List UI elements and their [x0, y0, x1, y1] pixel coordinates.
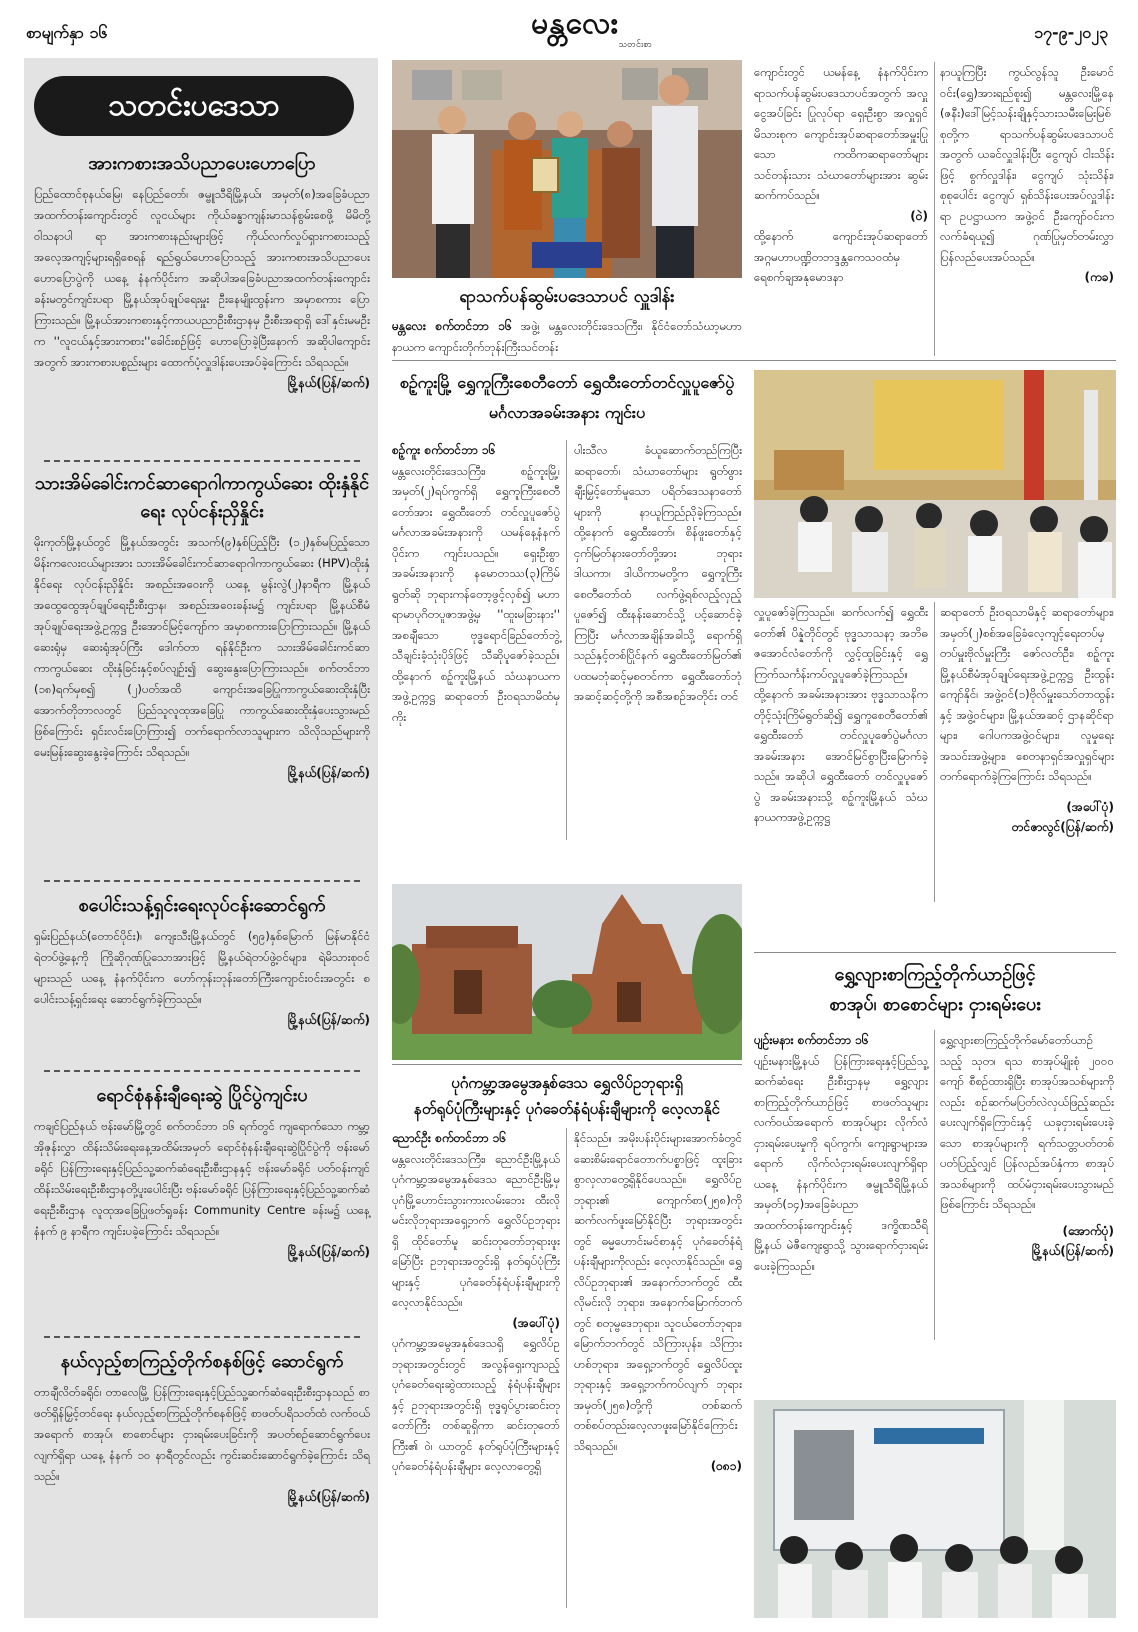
story-mobile-library-col1	[754, 1030, 928, 1276]
story-paragraph: ရွှေ့လျားစာကြည့်တိုက်မော်တော်ယာဉ်သည့် သုတ၊ ရသ စာအုပ်မျိုးစုံ ၂၀၀၀ ကျော် စီစဉ်ထားရှိပြီး စာအုပ်အသစ်များကိုလည်း စဉ်ဆက်မပြတ်လဲလှယ်ဖြည့်ဆည်းပေးလျက်ရှိကြောင်းနှင့် ယခုငှားရမ်းပေးခဲ့သော စာအုပ်များကို ရက်သတ္တပတ်တစ်ပတ်ပြည့်လျှင် ပြန်လည်အပ်နှံကာ စာအုပ်အသစ်များကို ထပ်မံငှားရမ်းပေးသွားမည်ဖြစ်ကြောင်း သိရသည်။	[940, 1033, 1114, 1211]
story-bagan	[392, 1070, 742, 1122]
brief-body: ကချင်ပြည်နယ် ဗန်းမော်မြို့တွင် စက်တင်ဘာ ၁၆ ရက်တွင် ကျရောက်သော ကမ္ဘာ့အိုဇုန်းလွှာ ထိန်းသိမ်းရေးနေ့အထိမ်းအမှတ် ရောင်စုံနန်းချီရေးဆွဲပြိုင်ပွဲကို ဗန်းမော်ခရိုင် ပြန်ကြားရေးနှင့်ပြည်သူ့ဆက်ဆံရေးဦးစီးဌာနနှင့် ဗန်းမော်ခရိုင် ပတ်ဝန်းကျင်ထိန်းသိမ်းရေးဦးစီးဌာနတို့ပူးပေါင်းပြီး ဗန်းမော်ခရိုင် ပြန်ကြားရေးနှင့်ပြည်သူ့ဆက်ဆံရေးဦးစီးဌာန လူထုအခြေပြုဖတ်ရှုခန်း Community Centre ခန်းမ၌ ယနေ့ နံနက် ၉ နာရီက ကျင်းပခဲ့ကြောင်း သိရသည်။	[34, 1119, 370, 1238]
column-rule	[566, 440, 567, 840]
brief-source: မြို့နယ်(ပြန်/ဆက်)	[287, 1245, 370, 1259]
story-paragraph: ထို့နောက် ကျောင်းအုပ်ဆရာတော်အဂ္ဂမဟာပဏ္ဍိတဘဒ္ဒန္တကေသဝထံမှ ရေစက်ချအနုမောဒနာ	[754, 229, 928, 284]
bagan-temple-illustration	[392, 884, 742, 1060]
pagoda-event-photo	[754, 370, 1116, 598]
story-sig: (ဝ၈၁)	[710, 1459, 742, 1473]
brief-source: မြို့နယ်(ပြန်/ဆက်)	[287, 1013, 370, 1027]
story-paragraph: ပျဉ်းမနားမြို့နယ် ပြန်ကြားရေးနှင့်ပြည်သူ့ဆက်ဆံရေး ဦးစီးဌာနမှ ရွှေ့လျားစာကြည့်တိုက်ယာဉ်ဖြင့် စာဖတ်သူများ လက်ဝယ်အရောက် စာအုပ်များ လိုက်လံငှားရမ်းပေးမှုကို ရပ်ကွက်၊ ကျေးရွာများအရောက် လိုက်လံငှားရမ်းပေးလျက်ရှိရာ ယနေ့ နံနက်ပိုင်းက ဇမ္ဗူသီရိမြို့နယ် အမှတ်(၁၄)အခြေခံပညာအထက်တန်းကျောင်းနှင့် ဒက္ခိဏသီရိမြို့နယ် မဲဇီကျေးရွာသို့ သွားရောက်ငှားရမ်းပေးခဲ့ကြသည်။	[754, 1053, 928, 1273]
brief-body: ပြည်ထောင်စုနယ်မြေ၊ နေပြည်တော်၊ ဇမ္ဗူသီရိမြို့နယ်၊ အမှတ်(၈)အခြေခံပညာ အထက်တန်းကျောင်းတွင် လူငယ်များ ကိုယ်ခန္ဓာကျန်းမာသန်စွမ်းစေဖို့ မိမိတို့ဝါသနာပါ ရာ အားကစားနည်းများဖြင့် ကိုယ်လက်လှုပ်ရှားကစားသည့် အလေ့အကျင့်များရရှိစေရန် ရည်ရွယ်ဟောပြောသည့် အားကစားအသိပညာပေးဟောပြောပွဲကို ယနေ့ နံနက်ပိုင်းက အဆိုပါအခြေခံပညာအထက်တန်းကျောင်းခန်းမတွင်ကျင်းပရာ မြို့နယ်အုပ်ချုပ်ရေးမှူး ဦးနေမျိုးထွန်းက အမှာစကား ပြောကြားသည်။ မြို့နယ်အားကစားနှင့်ကာယပညာဦးစီးဌာနမှ ဦးစီးအရာရှိ ဒေါ်နှင်းမမဦးက ''လူငယ်နှင့်အားကစား''ခေါင်းစဉ်ဖြင့် ဟောပြောခဲ့ပြီးနောက် အဆိုပါကျောင်းအတွက် အားကစားပစ္စည်းများ ထောက်ပံ့လှူဒါန်းပေးအပ်ခဲ့ကြောင်း သိရသည်။	[34, 187, 370, 369]
logo-sub: သတင်းစာ	[618, 40, 652, 50]
divider	[44, 1070, 360, 1072]
section-rule	[392, 360, 1116, 361]
divider	[44, 880, 360, 882]
page-header	[0, 0, 1138, 56]
brief-source: မြို့နယ်(ပြန်/ဆက်)	[287, 766, 370, 780]
brief-item	[34, 470, 370, 783]
story-umbrella	[392, 368, 742, 428]
brief-item	[34, 1082, 370, 1262]
story-paragraph: ကျောင်းတွင် ယမန်နေ့ နံနက်ပိုင်းက ရာသက်ပန်ဆွမ်းပဒေသာပင်အတွက် အလှူငွေအပ်ခြင်း ပြုလုပ်ရာ ရှေးဦးစွာ အလှူရှင်မိသားစုက ကျောင်းအုပ်ဆရာတော်အမှူးပြုသော ကထိကဆရာတော်များ သင်တန်းသား သံဃာတော်များအား ဆွမ်းဆက်ကပ်သည်။	[754, 65, 928, 202]
brief-source: မြို့နယ်(ပြန်/ဆက်)	[287, 1490, 370, 1504]
story-dateline: ပျဉ်းမနား စက်တင်ဘာ ၁၆	[754, 1033, 869, 1047]
column-rule	[934, 1030, 935, 1340]
story-bagan-col1	[392, 1128, 560, 1477]
story-paragraph: လှူပူဇော်ခဲ့ကြသည်။ ဆက်လက်၍ ရွှေထီးတော်၏ ပိန္နဲတိုင်တွင် ဗုဒ္ဓသာသနာ့ အဘိဓဇအောင်လံတော်ကို လွှင့်ထူခြင်းနှင့် ရွှေကြက်သင်္ကန်းကပ်လှူပူဇော်ခဲ့ကြသည်။ ထို့နောက် အခမ်းအနားအား ဗုဒ္ဓသာသနိကတိုင့်သုံးကြိမ်ရွတ်ဆို၍ ရွှေကူစေတီတော်၏ ရွှေထီးတော် တင်လှူပူဇော်ပွဲမင်္ဂလာအခမ်းအနား အောင်မြင်စွာပြီးမြောက်ခဲ့သည်။ အဆိုပါ ရွှေထီးတော် တင်လှူပူဇော်ပွဲ အခမ်းအနားသို့ စဉ့်ကူးမြို့နယ် သံဃနာယကအဖွဲ့ဥက္ကဋ္ဌ	[754, 605, 928, 824]
story-mobile-library-col2	[940, 1030, 1114, 1262]
story-tag: (ဝဲ)	[910, 208, 928, 223]
mobile-library-photo	[754, 1400, 1116, 1618]
story-paragraph: အဖွဲ့၊ မန္တလေးတိုင်းဒေသကြီး၊ နိုင်ငံတော်သံဃာ့မဟာနာယက ကျောင်းတိုက်ဘုန်းကြီးသင်တန်း	[392, 319, 742, 354]
story-donation-col3	[940, 62, 1114, 288]
issue-date: ၁၇-၉-၂၀၂၃	[1034, 23, 1108, 42]
story-bagan-col2	[574, 1128, 742, 1477]
story-paragraph: ပါးသီလ ခံယူဆောက်တည်ကြပြီး ဆရာတော်၊ သံဃာတော်များ ရွတ်ဖွားချီးမြှင့်တော်မူသော ပရိတ်ဒေသနာတော်များကို နာယူကြည်ညိုခဲ့ကြသည်။ ထို့နောက် ရွှေထီးတော်၊ စိန်ဖူးတော်နှင့် ငှက်မြတ်နားတော်တို့အား ဘုရားဒါယကာ၊ ဒါယိကာမတို့က ရွှေကူကြီးစေတီတော်ထံ လက်ဖွဲ့ရစ်လည့်လှည့်ပူဇော်၍ ထီးနန်းဆောင်သို့ ပင့်ဆောင်ခဲ့ကြပြီး မင်္ဂလာအချိန်အခါသို့ ရောက်ရှိသည်နှင့်တစ်ပြိုင်နက် ရွှေထီးတော်မြတ်၏ ပထမဘုံဆင့်မှစတင်ကာ ရွှေထီးတော်ဘုံအဆင့်ဆင့်တို့ကို အစီအစဉ်အတိုင်း တင်	[574, 443, 742, 703]
story-umbrella-col3	[754, 602, 928, 828]
story-dateline: ညောင်ဦး စက်တင်ဘာ ၁၆	[392, 1131, 507, 1145]
page-number: စာမျက်နှာ ၁၆	[26, 23, 108, 42]
brief-item	[34, 892, 370, 1030]
story-dateline: စဉ့်ကူး စက်တင်ဘာ ၁၆	[392, 443, 496, 457]
column-rule	[934, 62, 935, 356]
bagan-temple-photo	[392, 884, 742, 1060]
brief-body: ရှမ်းပြည်နယ်(တောင်ပိုင်း)၊ ကျေးသီးမြို့နယ်တွင် (၅၉)နှစ်မြောက် မြန်မာနိုင်ငံရဲတပ်ဖွဲ့နေ့ကို ကြိုဆိုဂုဏ်ပြုသောအားဖြင့် မြို့နယ်ရဲတပ်ဖွဲ့ဝင်များ၊ ရဲမိသားစုဝင်များသည် ယနေ့ နံနက်ပိုင်းက ဟော်ကုန်းဘုန်းတော်ကြီးကျောင်းဝင်းအတွင်း စပေါင်းသန့်ရှင်းရေး ဆောင်ရွက်ခဲ့ကြသည်။	[34, 929, 370, 1006]
ceremony-photo-illustration	[392, 60, 742, 278]
story-paragraph: ပုဂံကမ္ဘာ့အမွေအနှစ်ဒေသရှိ ရွှေလိပ်ဥဘုရားအတွင်းတွင် အလွန်ရှေးကျသည့် ပုဂံခေတ်ရေးဆွဲထားသည့် နံရံပန်းချီများနှင့် ဥဘုရားအတွင်းရှိ ဗုဒ္ဓရုပ်ပွားဆင်းတုတော်ကြီး တစ်ဆူရှိကာ ဆင်းတုတော်ကြီး၏ ဝဲ၊ ယာတွင် နတ်ရုပ်ပုံကြီးများနှင့် ပုဂံခေတ်နံရံပန်းချီများ လေ့လာတွေ့ရှိ	[392, 1336, 560, 1473]
story-umbrella-col2	[574, 440, 742, 707]
brief-body: တာချီလိတ်ခရိုင်၊ တာလေမြို့ ပြန်ကြားရေးနှင့်ပြည်သူ့ဆက်ဆံရေးဦးစီးဌာနသည် စာဖတ်ရှိန်မြှင့်တင်ရေး နယ်လှည့်စာကြည့်တိုက်စနစ်ဖြင့် စာဖတ်ပရိသတ်ထံ လက်ဝယ်အရောက် စာအုပ်၊ စာစောင်များ ငှားရမ်းပေးခြင်းကို အပတ်စဉ်ဆောင်ရွက်ပေးလျက်ရှိရာ ယနေ့ နံနက် ၁၀ နာရီတွင်လည်း ကွင်းဆင်းဆောင်ရွက်ခဲ့ကြောင်း သိရသည်။	[34, 1385, 370, 1483]
story-headline-line1: ရွှေ့လျားစာကြည့်တိုက်ယာဉ်ဖြင့်	[834, 964, 1036, 985]
brief-title: ရောင်စုံနန်းချီရေးဆွဲ ပြိုင်ပွဲကျင်းပ	[96, 1085, 308, 1106]
story-paragraph: နာယူကြပြီး ကွယ်လွန်သူ ဦးမောင်ဝင်း(ရွှေ)အားရည်စူး၍ မန္တလေးမြို့နေ (ဇနီး)ဒေါ်မြင့်သန်းချိုနှင့်သားသမီးမြေးမြစ်စုတို့က ရာသက်ပန်ဆွမ်းပဒေသာပင်အတွက် ယခင်လှူဒါန်းပြီး ငွေကျပ် ငါးသိန်းဖြင့် စွက်လှူဒါန်း၊ ငွေကျပ် သုံးသိန်း၊ စုစုပေါင်း ငွေကျပ် ရှစ်သိန်းပေးအပ်လှူဒါန်းရာ ဥပဋ္ဌာယက အဖွဲ့ဝင် ဦးကျော်ဝင်းက လက်ခံရယူ၍ ဂုဏ်ပြုမှတ်တမ်းလွှာ ပြန်လည်ပေးအပ်သည်။	[940, 65, 1114, 264]
story-tag: (အောက်ပုံ)	[1062, 1223, 1114, 1238]
story-headline: ရာသက်ပန်ဆွမ်းပဒေသာပင် လှူဒါန်း	[459, 287, 675, 307]
newspaper-logo	[490, 8, 660, 52]
ceremony-photo	[392, 60, 742, 278]
story-tag: (အပေါ်ပုံ)	[512, 1315, 560, 1330]
story-text	[392, 316, 742, 357]
story-headline-line2: နတ်ရုပ်ပုံကြီးများနှင့် ပုဂံခေတ်နံရံပန်းချီများကို လေ့လာနိုင်	[414, 1100, 720, 1118]
story-paragraph: မန္တလေးတိုင်းဒေသကြီး၊ စဉ့်ကူးမြို့၊ အမှတ်(၂)ရပ်ကွက်ရှိ ရွှေကူကြီးစေတီတော်အား ရွှေထီးတော် တင်လှူပူဇော်ပွဲ မင်္ဂလာအခမ်းအနားကို ယမန်နေ့နံနက်ပိုင်းက ကျင်းပသည်။ ရှေးဦးစွာ အခမ်းအနားကို နမောတဿ(၃)ကြိမ်ရွတ်ဆို ဘုရားကန်တော့ဖွင့်လှစ်၍ မဟာရာမာပုဂိတပူဇာအဖွဲ့မှ ''ထူးမခြားနား'' အစချီသော ဗုဒ္ဓရောင်ခြည်တော်ဘွဲ့ သီချင်းခံ့သုံးပိုဒ်ဖြင့် သီဆိုပူဇော်ခဲ့သည်။ ထို့နောက် စဉ့်ကူးမြို့နယ် သံဃနာယကအဖွဲ့ဥက္ကဋ္ဌ ဆရာတော် ဦးဝရသာမိထံမှ ကိုး	[392, 463, 560, 724]
story-sig: (ကခ)	[1084, 270, 1114, 284]
section-title: သတင်းပဒေသာ	[34, 76, 354, 136]
story-headline: စဉ့်ကူးမြို့ ရွှေကူကြီးစေတီတော် ရွှေထီးတော်တင်လှူပူဇော်ပွဲ မင်္ဂလာအခမ်းအနား ကျင်းပ	[399, 373, 735, 422]
story-dateline: မန္တလေး စက်တင်ဘာ ၁၆	[392, 319, 512, 333]
divider	[44, 460, 360, 462]
story-headline-line1: ပုဂံကမ္ဘာ့အမွေအနှစ်ဒေသ ရွှေလိပ်ဥဘုရားရှိ	[451, 1074, 683, 1092]
story-tag: (အပေါ်ပုံ)	[1066, 799, 1114, 814]
brief-body: မိုးကုတ်မြို့နယ်တွင် မြို့နယ်အတွင်း အသက်(၉)နှစ်ပြည့်ပြီး (၁၂)နှစ်မပြည့်သော မိန်းကလေးငယ်များအား သားအိမ်ခေါင်းကင်ဆာရောဂါကာကွယ်ဆေး (HPV)ထိုးနှံနိုင်ရေး လုပ်ငန်းညှိနှိုင်း အစည်းအဝေးကို ယနေ့ မွန်းလွဲ(၂)နာရီက မြို့နယ်အထွေထွေအုပ်ချုပ်ရေးဦးစီးဌာန၊ အစည်းအဝေးခန်းမ၌ ကျင်းပရာ မြို့နယ်စီမံအုပ်ချုပ်ရေးအဖွဲ့ဥက္ကဋ္ဌ ဦးအောင်မြင့်ကျော်က အမှာစကားပြောကြားသည်။ မြို့နယ်ဆေးရုံမှ ဆေးရုံအုပ်ကြီး ဒေါက်တာ ရန်နိုင်ဦးက သားအိမ်ခေါင်းကင်ဆာကာကွယ်ဆေး ထိုးနှံခြင်းနှင့်စပ်လျဉ်း၍ ဆွေးနွေးပြောကြားသည်။ စက်တင်ဘာ (၁၈)ရက်မှစ၍ (၂)ပတ်အထိ ကျောင်းအခြေပြုကာကွယ်ဆေးထိုးနှံပြီး အောက်တိုဘာလတွင် ပြည်သူလူထုအခြေပြု ကာကွယ်ဆေးထိုးနှံပေးသွားမည်ဖြစ်ကြောင်း ရှင်းလင်းပြောကြား၍ တက်ရောက်လာသူများက သိလိုသည်များကို မေးမြန်းဆွေးနွေးခဲ့ကြောင်း သိရသည်။	[34, 535, 370, 759]
column-rule	[934, 602, 935, 902]
brief-title: အားကစားအသိပညာပေးဟောပြော	[88, 153, 316, 174]
brief-title: သားအိမ်ခေါင်းကင်ဆာရောဂါကာကွယ်ဆေး ထိုးနှံနိုင်ရေး လုပ်ငန်းညှိနှိုင်း	[34, 473, 370, 522]
story-paragraph: နိုင်သည်။ အမိုးပန်းပိုင်းများအောက်ခံတွင် ဆေးစိမ်းရောင်တောက်ပစ္စာဖြင့် ထူးခြားစွာလှလာတွေ့ရှိနိုင်ပေသည်။ ရွှေလိပ်ဥဘုရား၏ ကျောက်စာ(၂၅၈)ကို ဆက်လက်ဖူးမြော်နိုင်ပြီး ဘုရားအတွင်းတွင် ဓမ္မဟောင်းမင်စာနှင့် ပုဂံခေတ်နံရံပန်းချီများကိုလည်း လေ့လာနိုင်သည်။ ရွှေလိပ်ဥဘုရား၏ အနောက်ဘက်တွင် ထီးလိုမင်းလို ဘုရား၊ အနောက်မြောက်ဘက်တွင် စတုမ္ဗဒေဘုရား၊ သူငယ်တော်ဘုရား၊ မြောက်ဘက်တွင် သိကြားပုန်း၊ သိကြားဟစ်ဘုရား၊ အရှေ့ဘက်တွင် ရွှေလိပ်ထူးဘုရားနှင့် အရှေ့ဘက်ကပ်လျက် ဘုရားအမှတ်(၂၅၈)တို့ကို တစ်ဆက်တစ်စပ်တည်းလေ့လာဖူးမြော်နိုင်ကြောင်း သိရသည်။	[574, 1131, 742, 1453]
pagoda-event-illustration	[754, 370, 1116, 598]
story-donation-col2	[754, 62, 928, 288]
story-paragraph: ဆရာတော် ဦးဝရသာမိနှင့် ဆရာတော်များ၊ အမှတ်(၂)စစ်အခြေခံလေ့ကျင့်ရေးတပ်မှ တပ်မှူးဗိုလ်မှူးကြီး ဇော်လတ်ဦး၊ စဉ့်ကူးမြို့နယ်စီမံအုပ်ချုပ်ရေးအဖွဲ့ဥက္ကဋ္ဌ ဦးထွန်းကျော်နိုင်၊ အဖွဲ့ဝင်(၁)ဗိုလ်မှူးသော်တာထွန်းနှင့် အဖွဲ့ဝင်များ၊ မြို့နယ်အဆင့် ဌာနဆိုင်ရာများ၊ ဂေါပကအဖွဲ့ဝင်များ၊ လူမှုရေးအသင်းအဖွဲ့များ၊ စေတနာရှင်အလှူရှင်များ တက်ရောက်ခဲ့ကြကြောင်း သိရသည်။	[940, 605, 1114, 783]
story-paragraph: မန္တလေးတိုင်းဒေသကြီး၊ ညောင်ဦးမြို့နယ် ပုဂံကမ္ဘာ့အမွေအနှစ်ဒေသ ညောင်ဦးမြို့မှ ပုဂံမြို့ဟောင်းသွားကားလမ်းဘေး ထီးလိုမင်းလိုဘုရားအရှေ့ဘက် ရွှေလိပ်ဥဘုရားရှိ ထိုင်တော်မူ ဆင်းတုတော်ဘုရားဖူးမြော်ပြီး ဥဘုရားအတွင်းရှိ နတ်ရုပ်ပုံကြီးများနှင့် ပုဂံခေတ်နံရံပန်းချီများကို လေ့လာနိုင်သည်။	[392, 1151, 560, 1309]
divider	[44, 1336, 360, 1338]
story-umbrella-col1	[392, 440, 560, 727]
section-rule	[392, 1064, 742, 1065]
story-sig: မြို့နယ်(ပြန်/ဆက်)	[1031, 1244, 1114, 1258]
story-mobile-library	[754, 960, 1116, 1020]
story-umbrella-col4	[940, 602, 1114, 838]
news-brief-sidebar	[24, 58, 378, 1618]
brief-item	[34, 150, 370, 393]
brief-title: နယ်လှည့်စာကြည့်တိုက်စနစ်ဖြင့် ဆောင်ရွက်	[60, 1351, 344, 1372]
brief-title: စပေါင်းသန့်ရှင်းရေးလုပ်ငန်းဆောင်ရွက်	[78, 895, 326, 916]
logo-main: မန္တလေး	[531, 6, 619, 41]
column-rule	[566, 1128, 567, 1608]
section-rule	[754, 952, 1116, 953]
story-headline-line2: စာအုပ်၊ စာစောင်များ ငှားရမ်းပေး	[829, 994, 1041, 1015]
story-donation	[392, 280, 742, 357]
story-sig: တင်ဇာလွင်(ပြန်/ဆက်)	[1011, 820, 1114, 834]
mobile-library-illustration	[754, 1400, 1116, 1618]
brief-source: မြို့နယ်(ပြန်/ဆက်)	[287, 376, 370, 390]
brief-item	[34, 1348, 370, 1507]
